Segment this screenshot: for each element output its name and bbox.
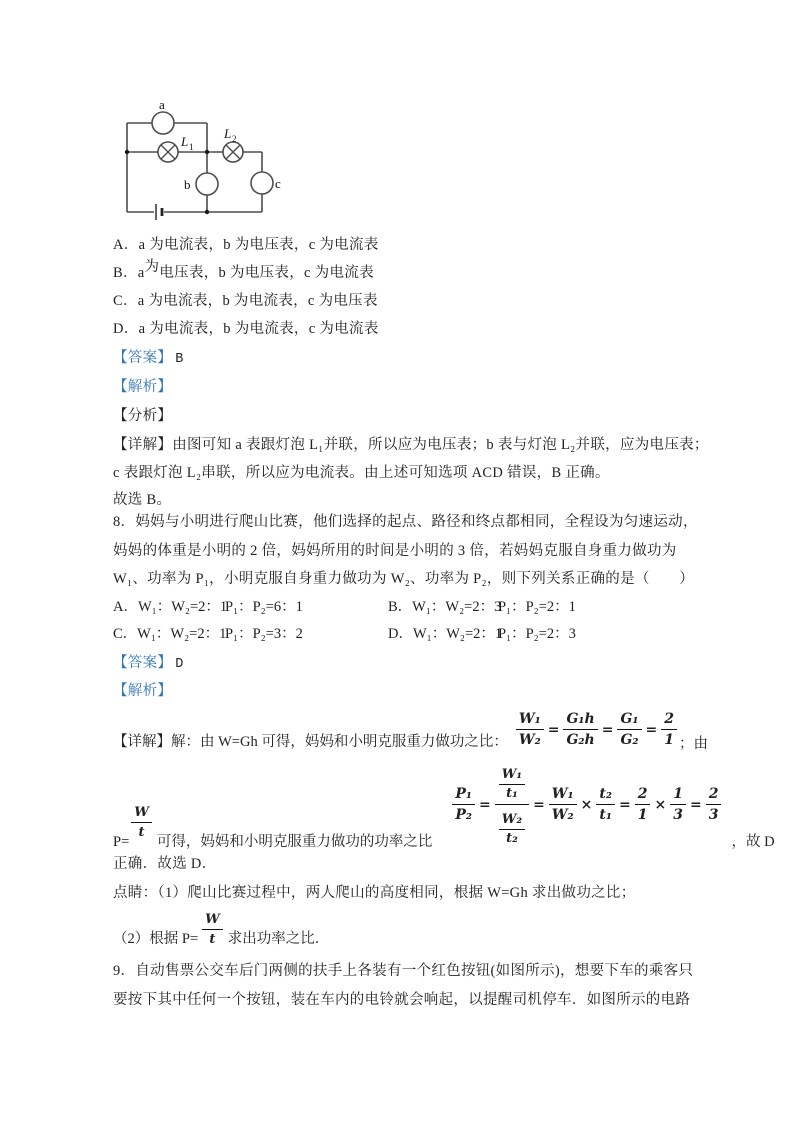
q7-option-b-pre: a xyxy=(137,265,145,281)
q7-option-a-text: a 为电流表，b 为电压表，c 为电流表 xyxy=(138,237,379,253)
meter-a-icon xyxy=(152,112,174,134)
frac-den: 1 xyxy=(664,732,675,748)
equals-sign: = xyxy=(601,721,614,738)
q7-option-b-label: B． xyxy=(113,265,138,281)
fenxi-header: 【分析】 xyxy=(113,408,173,424)
q8-p-equals: P= xyxy=(113,834,130,850)
frac-num: 2 xyxy=(635,786,651,805)
q8-answer-value: D xyxy=(175,657,184,672)
frac-num: 1 xyxy=(670,786,686,805)
q8-tip-line2 xyxy=(113,908,329,948)
q7-answer-line xyxy=(113,349,184,369)
frac-den: 3 xyxy=(673,807,683,823)
nested-fraction xyxy=(495,763,529,846)
circuit-wires xyxy=(127,123,262,212)
circuit-diagram xyxy=(120,95,300,231)
q8-mid-text: 可得，妈妈和小明克服重力做功的功率之比 xyxy=(156,834,433,850)
q7-answer-value: B xyxy=(175,352,184,367)
frac-den: t₂ xyxy=(506,831,518,846)
frac-den: t₁ xyxy=(506,786,518,801)
frac-w-t xyxy=(131,805,152,840)
q7-option-c-label: C． xyxy=(113,293,138,309)
power-ratio-formula xyxy=(452,763,721,846)
frac-w1-t1 xyxy=(499,768,525,801)
q8-stem-line2: 妈妈的体重是小明的 2 倍，妈妈所用的时间是小明的 3 倍，若妈妈克服自身重力做功为 xyxy=(113,543,677,559)
q8-option-b-p: P₁：P₂=2：1 xyxy=(498,599,576,615)
q7-option-b-text: 电压表，b 为电压表，c 为电流表 xyxy=(159,265,374,281)
frac-den: G₂h xyxy=(566,732,595,748)
frac-den: 1 xyxy=(637,807,648,823)
nested-num xyxy=(495,763,529,805)
frac-num: P₁ xyxy=(452,786,475,805)
q7-jiexi-header xyxy=(113,378,172,396)
q9-stem-line2: 要按下其中任何一个按钮，装在车内的电铃就会响起，以提醒司机停车．如图所示的电路 xyxy=(113,992,691,1008)
q7-option-a xyxy=(113,236,379,254)
q8-option-c-p: P₁：P₂=3：2 xyxy=(225,626,303,642)
equals-sign: = xyxy=(689,796,702,813)
equals-sign: = xyxy=(479,796,491,813)
q8-answer-line xyxy=(113,654,184,674)
q8-option-d-p: P₁：P₂=2：3 xyxy=(498,626,576,642)
frac-w1-w2 xyxy=(516,711,544,748)
answer-header: 【答案】 xyxy=(113,655,173,671)
q7-detail-line2: c 表跟灯泡 L₂串联，所以应为电流表。由上述可知选项 ACD 错误，B 正确。 xyxy=(113,465,610,481)
q7-option-d xyxy=(113,320,379,338)
lamp-l1-label-sub: 1 xyxy=(189,142,194,152)
q8-stem-line3: W₁、功率为 P₁，小明克服自身重力做功为 W₂、功率为 P₂，则下列关系正确的是（ ） xyxy=(113,571,695,587)
q7-option-c-text: a 为电流表，b 为电流表，c 为电压表 xyxy=(137,293,378,309)
lamp-l1-label: L xyxy=(181,134,189,149)
frac-den: t₁ xyxy=(599,807,612,823)
frac-den: P₂ xyxy=(455,807,473,823)
q7-option-b xyxy=(113,259,374,282)
frac-num: 2 xyxy=(706,786,722,805)
q7-option-a-label: A． xyxy=(113,237,139,253)
frac-2-3 xyxy=(706,786,722,823)
frac-den: 3 xyxy=(708,807,719,823)
frac-den: W₂ xyxy=(551,807,574,823)
q8-option-d-w: D．W₁：W₂=2：1 xyxy=(388,626,503,642)
frac-den: G₂ xyxy=(620,732,639,748)
q8-option-a-w: A．W₁：W₂=2：1 xyxy=(113,599,228,615)
equals-sign: = xyxy=(619,796,631,813)
q8-detail-row2 xyxy=(113,763,775,851)
meter-c-icon xyxy=(251,172,273,194)
frac-w2-t2 xyxy=(499,813,525,846)
jiexi-header: 【解析】 xyxy=(113,379,173,395)
times-sign: × xyxy=(580,796,593,813)
q7-detail-line3: 故选 B。 xyxy=(113,492,172,508)
frac-num: G₁ xyxy=(617,711,641,730)
q7-detail-line1: 【详解】由图可知 a 表跟灯泡 L₁并联，所以应为电压表；b 表与灯泡 L₂并联，应为电压表； xyxy=(113,437,709,453)
q7-option-d-label: D． xyxy=(113,321,139,337)
frac-den: W₂ xyxy=(518,732,541,748)
q8-after-f1: ；由 xyxy=(679,736,709,752)
equals-sign: = xyxy=(533,796,545,813)
frac-w1-w2 xyxy=(549,786,577,823)
frac-num: 2 xyxy=(661,711,677,730)
q8-stem-line1: 8．妈妈与小明进行爬山比赛，他们选择的起点、路径和终点都相同，全程设为匀速运动， xyxy=(113,514,698,530)
frac-1-3 xyxy=(670,786,686,823)
meter-c-label: c xyxy=(275,176,281,191)
q8-after-f3: ，故 D xyxy=(731,834,775,850)
q7-option-c xyxy=(113,292,378,310)
lamp-l2-label-sub: 2 xyxy=(232,134,237,144)
frac-num: W₁ xyxy=(549,786,577,805)
frac-den: t xyxy=(138,825,145,840)
q8-option-b-w: B．W₁：W₂=2：3 xyxy=(388,599,502,615)
q8-option-a-p: P₁：P₂=6：1 xyxy=(225,599,303,615)
frac-den: t xyxy=(209,932,216,947)
jiexi-header: 【解析】 xyxy=(113,683,173,699)
nested-den xyxy=(499,805,525,846)
q8-option-c-w: C．W₁：W₂=2：1 xyxy=(113,626,227,642)
frac-num: W₁ xyxy=(516,711,544,730)
q8-tip-line1: 点睛：（1）爬山比赛过程中，两人爬山的高度相同，根据 W=Gh 求出做功之比； xyxy=(113,885,636,901)
meter-b-label: b xyxy=(184,177,191,192)
q7-option-d-text: a 为电流表，b 为电流表，c 为电流表 xyxy=(138,321,379,337)
frac-2-1 xyxy=(635,786,651,823)
q8-conclusion: 正确．故选 D． xyxy=(113,856,217,872)
q9-stem-line1: 9．自动售票公交车后门两侧的扶手上各装有一个红色按钮(如图所示)，想要下车的乘客只 xyxy=(113,963,694,979)
frac-num: W xyxy=(131,805,152,823)
frac-g1h-g2h xyxy=(563,711,597,748)
q8-detail-intro: 【详解】解：由 W=Gh 可得，妈妈和小明克服重力做功之比： xyxy=(113,734,508,750)
lamp-l2-label: L xyxy=(224,126,232,141)
equals-sign: = xyxy=(645,721,658,738)
frac-p1-p2 xyxy=(452,786,475,823)
frac-2-1 xyxy=(661,711,677,748)
times-sign: × xyxy=(654,796,667,813)
meter-a-label: a xyxy=(159,97,165,112)
frac-num: t₂ xyxy=(596,786,615,805)
frac-g1-g2 xyxy=(617,711,641,748)
battery-icon xyxy=(156,204,162,220)
frac-num: W₁ xyxy=(499,768,525,785)
equals-sign: = xyxy=(547,721,560,738)
work-ratio-formula xyxy=(516,711,677,748)
frac-t2-t1 xyxy=(596,786,615,823)
q8-tip2-pre: （2）根据 P= xyxy=(113,931,199,947)
frac-num: W₂ xyxy=(499,813,525,830)
q8-detail-row1 xyxy=(113,703,708,753)
q8-tip2-post: 求出功率之比． xyxy=(227,931,330,947)
q7-fenxi-header xyxy=(113,407,172,425)
q7-option-b-raised-char: 为 xyxy=(144,259,160,275)
answer-header: 【答案】 xyxy=(113,350,173,366)
frac-w-t xyxy=(202,912,223,947)
q8-jiexi-header xyxy=(113,682,172,700)
frac-num: G₁h xyxy=(563,711,597,730)
frac-num: W xyxy=(202,912,223,930)
meter-b-icon xyxy=(196,173,218,195)
